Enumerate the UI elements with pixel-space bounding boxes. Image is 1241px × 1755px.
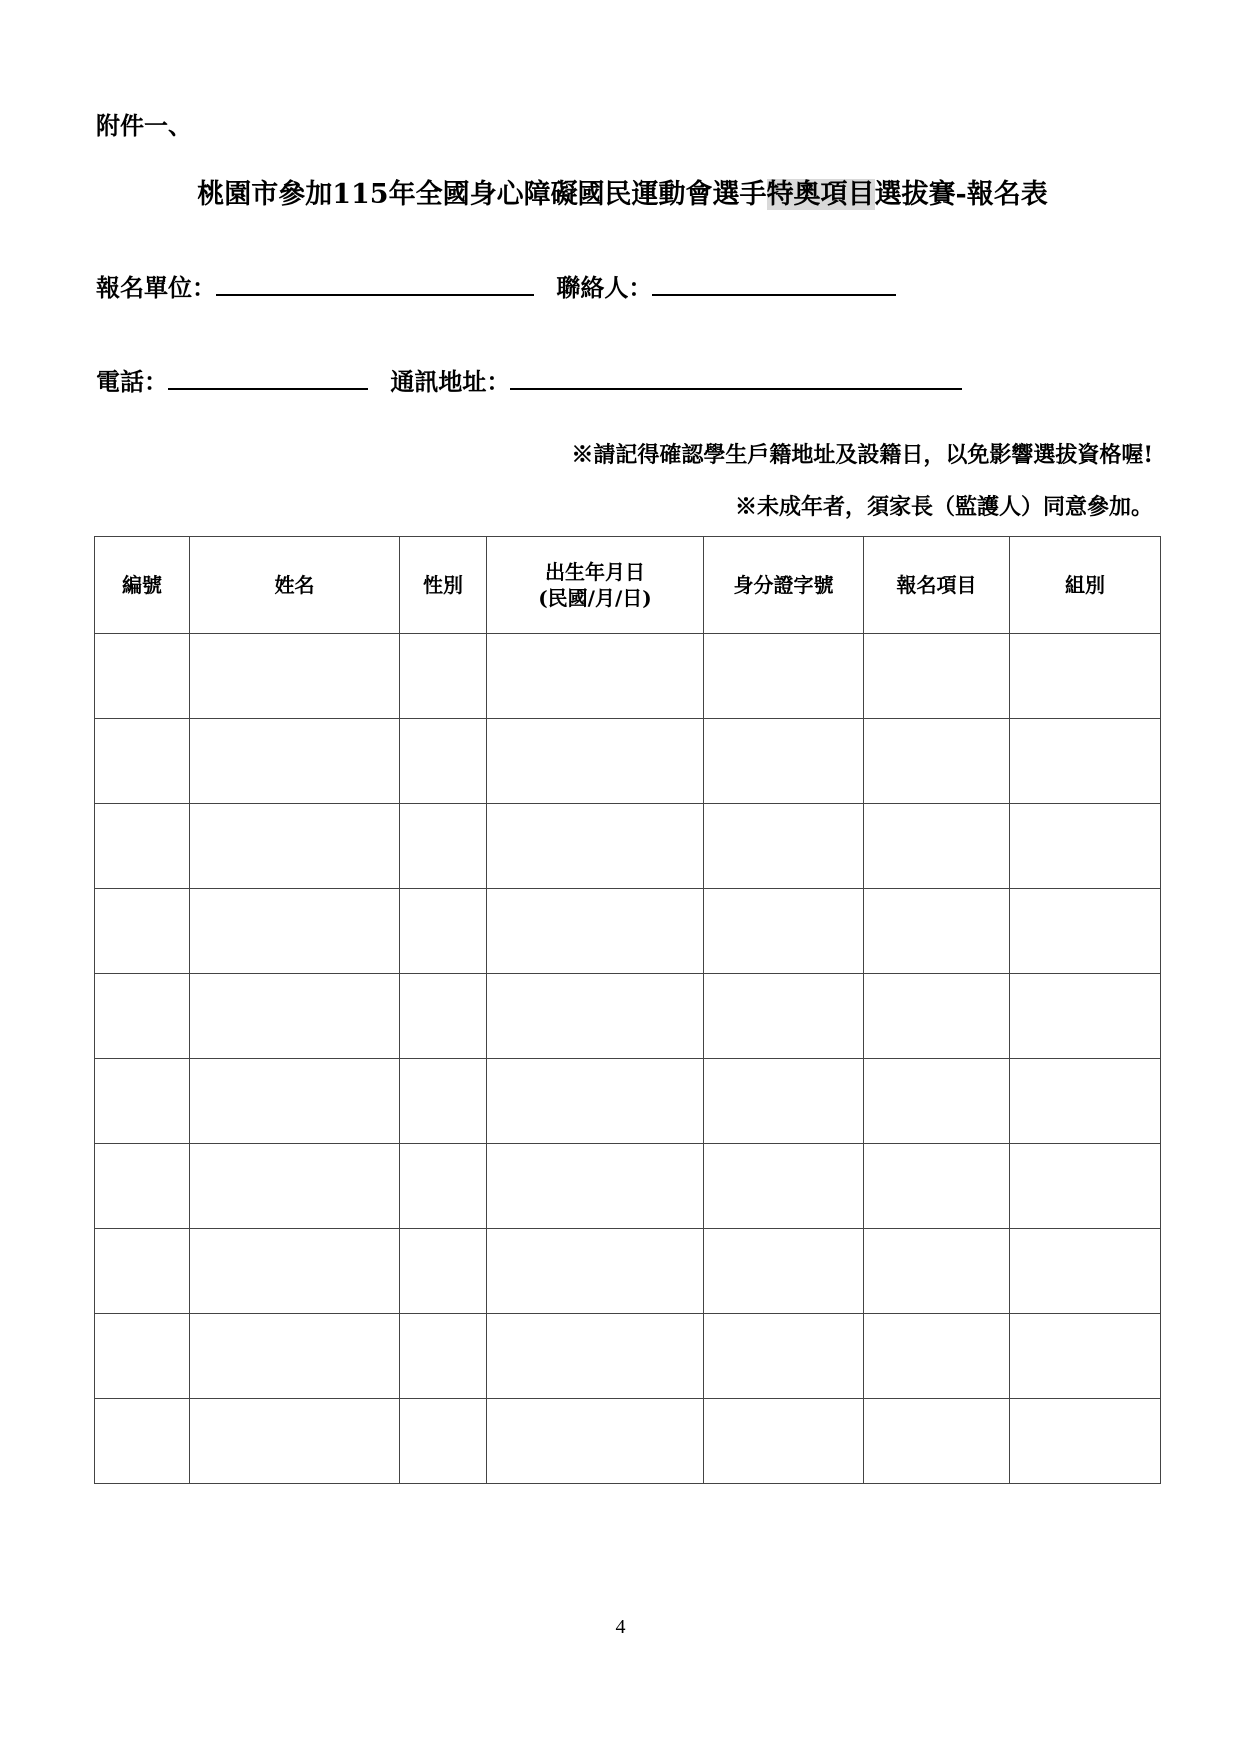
header-number: 編號 <box>95 537 190 634</box>
cell-name[interactable] <box>190 889 400 974</box>
cell-event[interactable] <box>864 719 1010 804</box>
page-title <box>90 172 1155 211</box>
cell-birthdate[interactable] <box>487 974 704 1059</box>
cell-number[interactable] <box>95 889 190 974</box>
cell-group[interactable] <box>1010 1314 1161 1399</box>
table-row <box>95 1314 1161 1399</box>
cell-number[interactable] <box>95 719 190 804</box>
unit-contact-row <box>96 268 910 303</box>
cell-group[interactable] <box>1010 1059 1161 1144</box>
cell-gender[interactable] <box>400 1144 487 1229</box>
cell-number[interactable] <box>95 1144 190 1229</box>
cell-gender[interactable] <box>400 719 487 804</box>
cell-number[interactable] <box>95 1314 190 1399</box>
cell-birthdate[interactable] <box>487 634 704 719</box>
address-label: 通訊地址： <box>390 367 511 396</box>
header-name: 姓名 <box>190 537 400 634</box>
header-group: 組別 <box>1010 537 1161 634</box>
cell-birthdate[interactable] <box>487 889 704 974</box>
cell-id-number[interactable] <box>704 1059 864 1144</box>
cell-birthdate[interactable] <box>487 1229 704 1314</box>
cell-name[interactable] <box>190 1144 400 1229</box>
table-row <box>95 889 1161 974</box>
cell-name[interactable] <box>190 804 400 889</box>
cell-name[interactable] <box>190 1314 400 1399</box>
page-number: 4 <box>615 1616 626 1638</box>
cell-name[interactable] <box>190 1059 400 1144</box>
table-row <box>95 719 1161 804</box>
registration-table <box>94 536 1161 1484</box>
contact-blank[interactable] <box>652 272 896 296</box>
cell-event[interactable] <box>864 1144 1010 1229</box>
phone-address-row <box>96 362 976 397</box>
cell-gender[interactable] <box>400 634 487 719</box>
address-blank[interactable] <box>510 366 962 390</box>
phone-blank[interactable] <box>168 366 368 390</box>
cell-gender[interactable] <box>400 974 487 1059</box>
table-row <box>95 1229 1161 1314</box>
title-before: 桃園市參加115年全國身心障礙國民運動會選手 <box>197 179 767 210</box>
cell-group[interactable] <box>1010 974 1161 1059</box>
cell-name[interactable] <box>190 634 400 719</box>
phone-label: 電話： <box>96 367 168 396</box>
unit-blank[interactable] <box>216 272 534 296</box>
cell-id-number[interactable] <box>704 1229 864 1314</box>
cell-birthdate[interactable] <box>487 1144 704 1229</box>
cell-id-number[interactable] <box>704 634 864 719</box>
table-row <box>95 634 1161 719</box>
cell-group[interactable] <box>1010 1144 1161 1229</box>
title-after: 選拔賽-報名表 <box>874 179 1048 210</box>
cell-id-number[interactable] <box>704 889 864 974</box>
contact-label: 聯絡人： <box>556 273 653 302</box>
header-birthdate-line2: (民國/月/日) <box>538 586 652 610</box>
title-highlight: 特奧項目 <box>766 179 875 210</box>
cell-number[interactable] <box>95 804 190 889</box>
cell-name[interactable] <box>190 974 400 1059</box>
cell-event[interactable] <box>864 1059 1010 1144</box>
cell-event[interactable] <box>864 1399 1010 1484</box>
cell-group[interactable] <box>1010 804 1161 889</box>
cell-number[interactable] <box>95 1059 190 1144</box>
cell-gender[interactable] <box>400 1059 487 1144</box>
cell-event[interactable] <box>864 1314 1010 1399</box>
header-birthdate-line1: 出生年月日 <box>545 560 645 584</box>
cell-group[interactable] <box>1010 1399 1161 1484</box>
cell-number[interactable] <box>95 634 190 719</box>
cell-group[interactable] <box>1010 1229 1161 1314</box>
cell-id-number[interactable] <box>704 804 864 889</box>
cell-name[interactable] <box>190 1229 400 1314</box>
table-row <box>95 974 1161 1059</box>
cell-birthdate[interactable] <box>487 719 704 804</box>
table-row <box>95 1059 1161 1144</box>
cell-number[interactable] <box>95 1229 190 1314</box>
header-event: 報名項目 <box>864 537 1010 634</box>
table-header-row <box>95 537 1161 634</box>
cell-gender[interactable] <box>400 1314 487 1399</box>
note-household: ※請記得確認學生戶籍地址及設籍日，以免影響選拔資格喔! <box>571 442 1153 468</box>
cell-id-number[interactable] <box>704 1144 864 1229</box>
cell-gender[interactable] <box>400 1229 487 1314</box>
cell-birthdate[interactable] <box>487 804 704 889</box>
cell-group[interactable] <box>1010 889 1161 974</box>
cell-number[interactable] <box>95 974 190 1059</box>
cell-name[interactable] <box>190 1399 400 1484</box>
note-minor: ※未成年者，須家長（監護人）同意參加。 <box>734 494 1153 520</box>
cell-gender[interactable] <box>400 804 487 889</box>
cell-name[interactable] <box>190 719 400 804</box>
cell-event[interactable] <box>864 889 1010 974</box>
cell-group[interactable] <box>1010 634 1161 719</box>
cell-id-number[interactable] <box>704 719 864 804</box>
cell-gender[interactable] <box>400 1399 487 1484</box>
table-row <box>95 804 1161 889</box>
cell-event[interactable] <box>864 804 1010 889</box>
attachment-label: 附件一、 <box>96 111 192 140</box>
cell-group[interactable] <box>1010 719 1161 804</box>
cell-birthdate[interactable] <box>487 1399 704 1484</box>
cell-event[interactable] <box>864 974 1010 1059</box>
table-body <box>95 634 1161 1484</box>
header-gender: 性別 <box>400 537 487 634</box>
cell-id-number[interactable] <box>704 1314 864 1399</box>
cell-event[interactable] <box>864 1229 1010 1314</box>
table-row <box>95 1399 1161 1484</box>
unit-label: 報名單位： <box>96 273 216 302</box>
cell-gender[interactable] <box>400 889 487 974</box>
cell-event[interactable] <box>864 634 1010 719</box>
cell-birthdate[interactable] <box>487 1059 704 1144</box>
table-row <box>95 1144 1161 1229</box>
cell-id-number[interactable] <box>704 1399 864 1484</box>
cell-id-number[interactable] <box>704 974 864 1059</box>
header-birthdate <box>487 537 704 634</box>
cell-number[interactable] <box>95 1399 190 1484</box>
header-id-number: 身分證字號 <box>704 537 864 634</box>
cell-birthdate[interactable] <box>487 1314 704 1399</box>
